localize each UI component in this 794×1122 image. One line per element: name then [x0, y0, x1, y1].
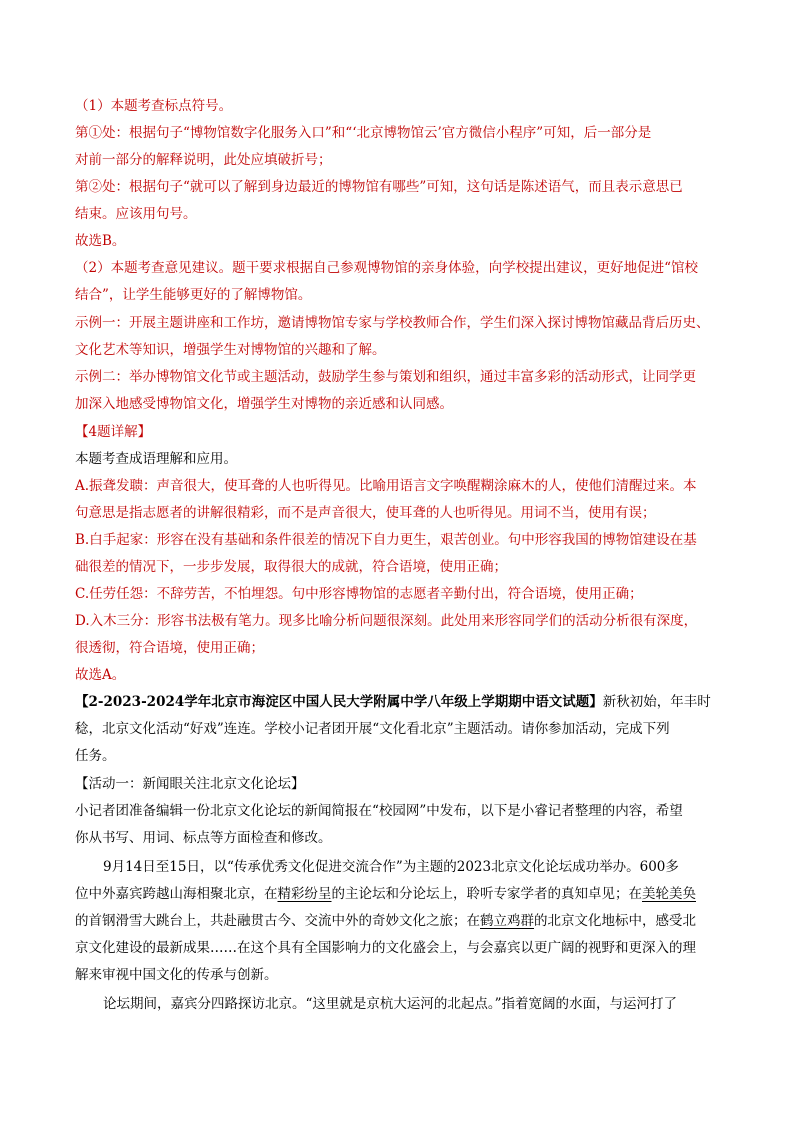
- q2-intro-line3: 任务。: [75, 748, 116, 764]
- answer-part2-line2: 结合”，让学生能够更好的了解博物馆。: [75, 287, 312, 303]
- answer-part1-choice: 故选B。: [75, 233, 126, 249]
- activity-text-line1: 小记者团准备编辑一份北京文化论坛的新闻简报在“校园网”中发布，以下是小睿记者整理的内容，希望: [75, 803, 683, 819]
- underlined-idiom: 美轮美奂: [642, 886, 696, 902]
- answer-part1-line3: 对前一部分的解释说明，此处应填破折号；: [75, 152, 332, 168]
- q4-heading: 【4题详解】: [75, 424, 152, 440]
- answer-part1-line2: 第①处：根据句子“博物馆数字化服务入口”和“‘北京博物馆云’官方微信小程序”可知，后一部分是: [75, 125, 652, 141]
- q4-option-b-line1: B.白手起家：形容在没有基础和条件很差的情况下自力更生，艰苦创业。句中形容我国的博物馆建设在基: [75, 532, 697, 548]
- answer-part2-example2-line1: 示例二：举办博物馆文化节或主题活动，鼓励学生参与策划和组织，通过丰富多彩的活动形式，让同学更: [75, 369, 696, 385]
- answer-part1-line4: 第②处：根据句子“就可以了解到身边最近的博物馆有哪些”可知，这句话是陈述语气，而且表示意思已: [75, 179, 683, 195]
- q4-answer: 故选A。: [75, 667, 126, 683]
- answer-part2-example1-line1: 示例一：开展主题讲座和工作坊，邀请博物馆专家与学校教师合作，学生们深入探讨博物馆藏品背后历史、: [75, 315, 710, 331]
- q4-option-c-line1: C.任劳任怨：不辞劳苦，不怕埋怨。句中形容博物馆的志愿者辛勤付出，符合语境，使用正确；: [75, 586, 643, 602]
- q4-option-a-line2: 句意思是指志愿者的讲解很精彩，而不是声音很大，使耳聋的人也听得见。用词不当，使用有误；: [75, 505, 656, 521]
- q2-source-title: 【2-2023-2024学年北京市海淀区中国人民大学附属中学八年级上学期期中语文试题】: [75, 694, 603, 710]
- news-p1-line5: 解来审视中国文化的传承与创新。: [75, 967, 278, 983]
- q4-intro: 本题考查成语理解和应用。: [75, 451, 237, 467]
- activity-text-line2: 你从书写、用词、标点等方面检查和修改。: [75, 830, 332, 846]
- q4-option-b-line2: 础很差的情况下，一步步发展，取得很大的成就，符合语境，使用正确；: [75, 559, 507, 575]
- q4-option-d-line1: D.入木三分：形容书法极有笔力。现多比喻分析问题很深刻。此处用来形容同学们的活动分析很有深度，: [75, 613, 698, 629]
- answer-part1-line1: （1）本题考查标点符号。: [75, 98, 233, 114]
- answer-part2-example1-line2: 文化艺术等知识，增强学生对博物馆的兴趣和了解。: [75, 342, 386, 358]
- q2-intro-line2: 稔，北京文化活动“好戏”连连。学校小记者团开展“文化看北京”主题活动。请你参加活动，完成下列: [75, 721, 670, 737]
- q2-intro-line1: [75, 692, 711, 712]
- answer-part2-example2-line2: 加深入地感受博物馆文化，增强学生对博物的亲近感和认同感。: [75, 396, 453, 412]
- news-text: 位中外嘉宾跨越山海相聚北京，在: [75, 886, 278, 902]
- q2-intro-tail: 新秋初始，年丰时: [602, 694, 711, 710]
- news-text: 的首钢滑雪大跳台上，共赴融贯古今、交流中外的奇妙文化之旅；在: [75, 913, 480, 929]
- news-text: 的主论坛和分论坛上，聆听专家学者的真知卓见；在: [331, 886, 642, 902]
- q4-option-d-line2: 很透彻，符合语境，使用正确；: [75, 640, 264, 656]
- underlined-idiom: 鹤立鸡群: [480, 913, 534, 929]
- news-p1-line3: [75, 911, 696, 931]
- news-p2-line1: 论坛期间，嘉宾分四路探访北京。“这里就是京杭大运河的北起点。”指着宽阔的水面，与运河打了: [103, 996, 678, 1012]
- underlined-idiom: 精彩纷呈: [277, 886, 332, 902]
- news-p1-line4: 京文化建设的最新成果……在这个具有全国影响力的文化盛会上，与会嘉宾以更广阔的视野和更深入的理: [75, 940, 696, 956]
- activity-heading: 【活动一：新闻眼关注北京文化论坛】: [75, 776, 305, 792]
- answer-part1-line5: 结束。应该用句号。: [75, 206, 197, 222]
- news-p1-line1: 9月14日至15日，以“传承优秀文化促进交流合作”为主题的2023北京文化论坛成功举办。600多: [103, 859, 679, 875]
- answer-part2-line1: （2）本题考查意见建议。题干要求根据自己参观博物馆的亲身体验，向学校提出建议，更好地促进“馆校: [75, 260, 698, 276]
- q4-option-a-line1: A.振聋发聩：声音很大，使耳聋的人也听得见。比喻用语言文字唤醒糊涂麻木的人，使他们清醒过来。本: [75, 478, 697, 494]
- news-p1-line2: [75, 884, 696, 904]
- news-text: 的北京文化地标中，感受北: [534, 913, 696, 929]
